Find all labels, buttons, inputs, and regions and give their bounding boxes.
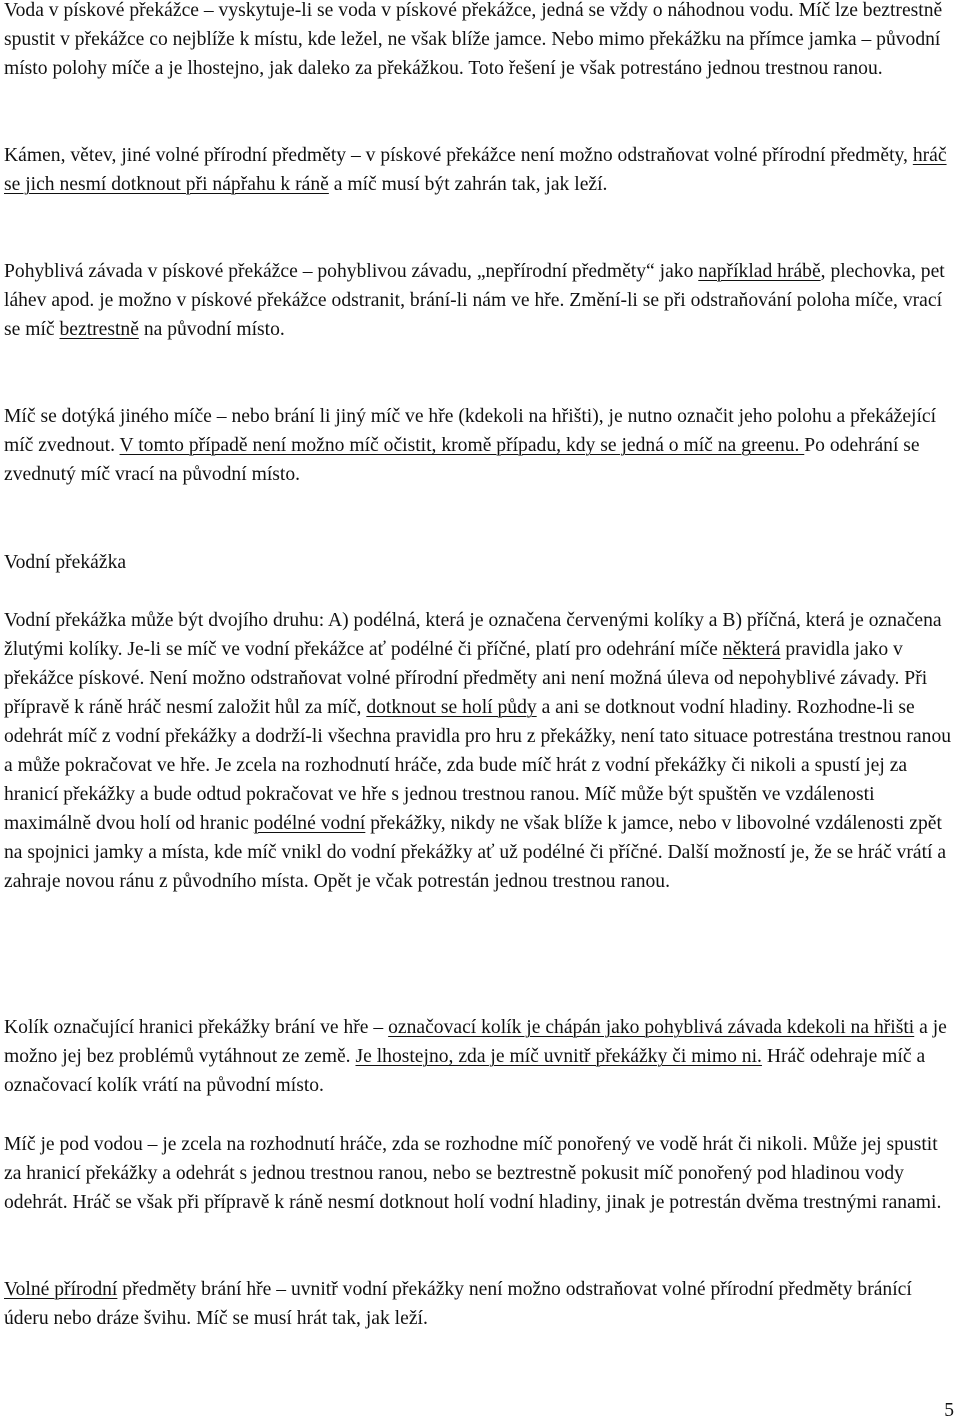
underlined-text: například hrábě [698, 261, 821, 282]
paragraph-ball-touching-ball [4, 402, 956, 489]
underlined-text: podélné vodní [253, 813, 366, 834]
paragraph-loose-impediments-sand [4, 141, 956, 199]
paragraph-water-hazard [4, 606, 956, 896]
paragraph-movable-obstruction-sand [4, 257, 956, 344]
underlined-text: označovací kolík je chápán jako pohyblivá závada kdekoli na hřišti [388, 1017, 915, 1038]
text-run: překážky, nikdy ne však blíže k jamce, nebo v libovolné vzdálenosti zpět na spojnici jamky a místa, kde míč vnikl do vodní překážky ať už podélné či příčné. Další možností je, že se hráč vrátí a zahraje novou ránu z původního místa. Opět je včak potrestán jednou trestnou ranou. [4, 813, 947, 892]
underlined-text: dotknout se holí půdy [366, 697, 537, 718]
underlined-text: Volné přírodní [4, 1279, 118, 1300]
text-run: a je možno jej bez problémů vytáhnout ze země. [4, 1017, 947, 1067]
text-run: Po odehrání se zvednutý míč vrací na původní místo. [4, 435, 920, 485]
page-number: 5 [944, 1400, 954, 1421]
underlined-text: hráč se jich nesmí dotknout při nápřahu k ráně [4, 145, 947, 195]
text-run: Míč se dotýká jiného míče – nebo brání li jiný míč ve hře (kdekoli na hřišti), je nutno označit jeho polohu a překážející míč zvednout. [4, 406, 937, 456]
text-run: a ani se dotknout vodní hladiny. Rozhodne-li se odehrát míč z vodní překážky a dodrží-li všechna pravidla pro hru z překážky, není tato situace potrestána trestnou ranou a může pokračovat ve hře. Je zcela na rozhodnutí hráče, zda bude míč hrát z vodní překážky či nikoli a spustí jej za hranicí překážky a bude odtud pokračovat ve hře s jednou trestnou ranou. Míč může být spuštěn ve vzdálenosti maximálně dvou holí od hranic [4, 697, 952, 834]
paragraph-hazard-stake [4, 1013, 956, 1100]
underlined-text: beztrestně [59, 319, 139, 340]
text-run: pravidla jako v překážce pískové. Není možno odstraňovat volné přírodní předměty ani není možná úleva od nepohyblivé závady. Při přípravě k ráně hráč nesmí založit hůl za míč, [4, 639, 928, 718]
text-run: předměty brání hře – uvnitř vodní překážky není možno odstraňovat volné přírodní předměty bránící úderu nebo dráze švihu. Míč se musí hrát tak, jak leží. [4, 1279, 912, 1329]
section-heading: Vodní překážka [4, 552, 127, 573]
text-run: Vodní překážka může být dvojího druhu: A) podélná, která je označena červenými kolíky a B) příčná, která je označena žlutými kolíky. Je-li se míč ve vodní překážce ať podélné či příčné, platí pro odehrání míče [4, 610, 942, 660]
text-run: Voda v pískové překážce – vyskytuje-li se voda v pískové překážce, jedná se vždy o náhodnou vodu. Míč lze beztrestně spustit v překážce co nejblíže k místu, kde ležel, ne však blíže jamce. Nebo mimo překážku na přímce jamka – původní místo polohy míče a je lhostejno, jak daleko za překážkou. Toto řešení je však potrestáno jednou trestnou ranou. [4, 0, 943, 79]
underlined-text: Je lhostejno, zda je míč uvnitř překážky či mimo ni. [355, 1046, 762, 1067]
text-run: Pohyblivá závada v pískové překážce – pohyblivou závadu, „nepřírodní předměty“ jako [4, 261, 699, 282]
text-run: Kolík označující hranici překážky brání ve hře – [4, 1017, 389, 1038]
text-run: Hráč odehraje míč a označovací kolík vrátí na původní místo. [4, 1046, 926, 1096]
paragraph-ball-under-water [4, 1130, 956, 1217]
text-run: , plechovka, pet láhev apod. je možno v pískové překážce odstranit, brání-li nám ve hře. Změní-li se při odstraňování poloha míče, vrací se míč [4, 261, 945, 340]
paragraph-loose-impediments-water [4, 1275, 956, 1333]
text-run: a míč musí být zahrán tak, jak leží. [328, 174, 608, 195]
underlined-text: některá [722, 639, 781, 660]
underlined-text: V tomto případě není možno míč očistit, kromě případu, kdy se jedná o míč na greenu. [119, 435, 805, 456]
text-run: na původní místo. [138, 319, 285, 340]
paragraph-sand-water [4, 0, 956, 83]
text-run: Míč je pod vodou – je zcela na rozhodnutí hráče, zda se rozhodne míč ponořený ve vodě hrát či nikoli. Může jej spustit za hranicí překážky a odehrát s jednou trestnou ranou, nebo se beztrestně pokusit míč ponořený pod hladinou vody odehrát. Hráč se však při přípravě k ráně nesmí dotknout holí vodní hladiny, jinak je potrestán dvěma trestnými ranami. [4, 1134, 942, 1213]
text-run: Kámen, větev, jiné volné přírodní předměty – v pískové překážce není možno odstraňovat volné přírodní předměty, [4, 145, 913, 166]
